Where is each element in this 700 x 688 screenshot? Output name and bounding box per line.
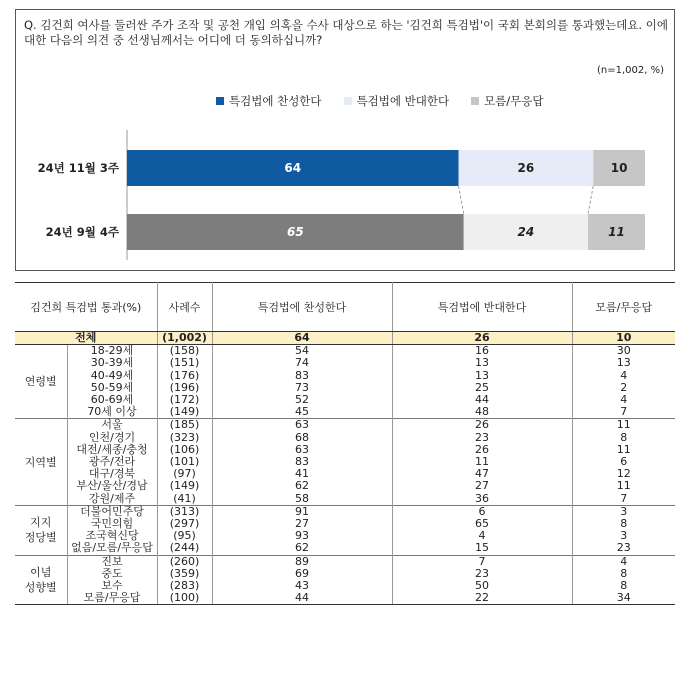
row-n: (100): [157, 592, 212, 605]
row-n: (185): [157, 419, 212, 432]
row-oppose: 11: [392, 456, 572, 468]
row-dk: 6: [620, 455, 628, 469]
data-label: 11: [608, 225, 625, 239]
row-n: (323): [157, 432, 212, 444]
row-label: 없음/모름/무응답: [67, 542, 157, 555]
row-dk: 34: [572, 592, 675, 605]
row-oppose: 16: [392, 345, 572, 358]
row-label: 대전/세종/충청: [67, 444, 157, 456]
sample-note: (n=1,002, %): [596, 65, 664, 76]
row-label: 50-59세: [67, 382, 157, 394]
row-favor: 58: [212, 493, 392, 506]
row-dk: 4: [620, 368, 628, 382]
row-n: (95): [157, 530, 212, 542]
table-row: [15, 542, 675, 555]
row-oppose: 25: [392, 382, 572, 394]
row-favor: 27: [212, 518, 392, 530]
row-n: (196): [157, 382, 212, 394]
row-n: (172): [157, 394, 212, 406]
row-favor: 83: [212, 370, 392, 382]
row-oppose: 27: [392, 480, 572, 492]
row-dk: 11: [616, 442, 631, 456]
table-row: [15, 592, 675, 605]
legend-label-favor: 특검법에 찬성한다: [229, 94, 322, 108]
row-oppose: 23: [392, 432, 572, 444]
row-oppose: 6: [392, 505, 572, 518]
data-label: 65: [286, 225, 304, 239]
row-n: (41): [157, 493, 212, 506]
row-favor: 83: [212, 456, 392, 468]
row-favor: 93: [212, 530, 392, 542]
row-label: 부산/울산/경남: [67, 480, 157, 492]
table-body: [15, 332, 675, 605]
row-n: (359): [157, 568, 212, 580]
chart-panel: [15, 9, 675, 271]
row-favor: 44: [212, 592, 392, 605]
table-row: [15, 555, 675, 568]
row-oppose: 47: [392, 468, 572, 480]
header-dk: 모름/무응답: [572, 283, 675, 332]
group-label: 지지 정당별: [15, 505, 67, 555]
row-n: (149): [157, 406, 212, 419]
row-label: 서울: [67, 419, 157, 432]
row-favor: 62: [212, 480, 392, 492]
row-dk: 23: [616, 541, 631, 555]
row-n: (313): [157, 505, 212, 518]
row-oppose: 65: [392, 518, 572, 530]
header-n: 사례수: [157, 283, 212, 332]
row-oppose: 22: [392, 592, 572, 605]
row-n: (97): [157, 468, 212, 480]
row-label: 더불어민주당: [67, 505, 157, 518]
table-row-total: [15, 332, 675, 345]
row-label: 60-69세: [67, 394, 157, 406]
row-favor: 45: [212, 406, 392, 419]
table-row: [15, 357, 675, 369]
row-oppose: 48: [392, 406, 572, 419]
row-dk: 3: [620, 529, 628, 543]
table-row: [15, 370, 675, 382]
group-label: 이념 성향별: [15, 555, 67, 605]
row-oppose: 23: [392, 568, 572, 580]
row-favor: 68: [212, 432, 392, 444]
row-dk: 30: [572, 345, 675, 358]
table-row: [15, 493, 675, 506]
row-label: 대구/경북: [67, 468, 157, 480]
data-label: 10: [610, 161, 628, 175]
row-favor: 91: [212, 505, 392, 518]
row-label: 30-39세: [67, 357, 157, 369]
total-dk: 10: [572, 332, 675, 345]
category-label: 24년 11월 3주: [37, 161, 119, 175]
row-favor: 89: [212, 555, 392, 568]
row-favor: 74: [212, 357, 392, 369]
row-n: (149): [157, 480, 212, 492]
row-dk: 4: [572, 555, 675, 568]
row-dk: 2: [620, 380, 628, 394]
row-dk: 8: [620, 430, 628, 444]
row-dk: 12: [616, 467, 631, 481]
row-label: 18-29세: [67, 345, 157, 358]
row-label: 모름/무응답: [67, 592, 157, 605]
total-label: 전체: [15, 332, 157, 345]
row-n: (176): [157, 370, 212, 382]
row-oppose: 7: [392, 555, 572, 568]
row-dk: 7: [620, 405, 628, 419]
row-dk: 13: [616, 356, 631, 370]
row-favor: 63: [212, 444, 392, 456]
row-dk: 8: [620, 579, 628, 593]
row-oppose: 13: [392, 370, 572, 382]
row-n: (158): [157, 345, 212, 358]
row-n: (151): [157, 357, 212, 369]
table-row: [15, 432, 675, 444]
row-dk: 11: [572, 419, 675, 432]
crosstab-table: [15, 282, 675, 605]
legend-label-dk: 모름/무응답: [484, 94, 544, 108]
row-dk: 7: [620, 491, 628, 505]
row-oppose: 26: [392, 419, 572, 432]
row-favor: 63: [212, 419, 392, 432]
row-n: (297): [157, 518, 212, 530]
data-label: 26: [517, 161, 535, 175]
row-dk: 3: [572, 505, 675, 518]
connector-line: [588, 186, 593, 214]
row-label: 조국혁신당: [67, 530, 157, 542]
row-n: (101): [157, 456, 212, 468]
data-label: 64: [284, 161, 302, 175]
data-label: 24: [517, 225, 535, 239]
row-label: 70세 이상: [67, 406, 157, 419]
total-favor: 64: [212, 332, 392, 345]
group-label: 연령별: [15, 345, 67, 419]
row-favor: 43: [212, 580, 392, 592]
row-label: 보수: [67, 580, 157, 592]
row-oppose: 13: [392, 357, 572, 369]
row-label: 중도: [67, 568, 157, 580]
row-oppose: 15: [392, 542, 572, 555]
question-text: Q. 김건희 여사를 둘러싼 주가 조작 및 공천 개입 의혹을 수사 대상으로 하는 '김건희 특검법'이 국회 본회의를 통과했는데요. 이에 대한 다음의 의견 중 선생님께서는 어디에 더 동의하십니까?: [24, 18, 668, 47]
row-favor: 62: [212, 542, 392, 555]
row-n: (283): [157, 580, 212, 592]
total-oppose: 26: [392, 332, 572, 345]
row-favor: 73: [212, 382, 392, 394]
total-n: (1,002): [157, 332, 212, 345]
row-dk: 8: [620, 517, 628, 531]
row-favor: 69: [212, 568, 392, 580]
group-label: 지역별: [15, 419, 67, 505]
row-n: (106): [157, 444, 212, 456]
row-oppose: 26: [392, 444, 572, 456]
row-label: 진보: [67, 555, 157, 568]
row-favor: 54: [212, 345, 392, 358]
row-dk: 4: [620, 393, 628, 407]
header-oppose: 특검법에 반대한다: [392, 283, 572, 332]
table-row: [15, 480, 675, 492]
stacked-bar-chart: [16, 10, 674, 270]
row-oppose: 44: [392, 394, 572, 406]
legend-label-oppose: 특검법에 반대한다: [356, 94, 450, 108]
row-label: 국민의힘: [67, 518, 157, 530]
row-n: (244): [157, 542, 212, 555]
row-label: 광주/전라: [67, 456, 157, 468]
row-n: (260): [157, 555, 212, 568]
row-label: 강원/제주: [67, 493, 157, 506]
row-oppose: 4: [392, 530, 572, 542]
row-oppose: 50: [392, 580, 572, 592]
row-oppose: 36: [392, 493, 572, 506]
connector-line: [459, 186, 464, 214]
row-favor: 41: [212, 468, 392, 480]
row-dk: 8: [620, 566, 628, 580]
category-label: 24년 9월 4주: [45, 225, 119, 239]
row-label: 인천/경기: [67, 432, 157, 444]
row-dk: 11: [616, 479, 631, 493]
table-row: [15, 419, 675, 432]
row-label: 40-49세: [67, 370, 157, 382]
row-favor: 52: [212, 394, 392, 406]
header-category: 김건희 특검법 통과(%): [15, 283, 157, 332]
header-favor: 특검법에 찬성한다: [212, 283, 392, 332]
